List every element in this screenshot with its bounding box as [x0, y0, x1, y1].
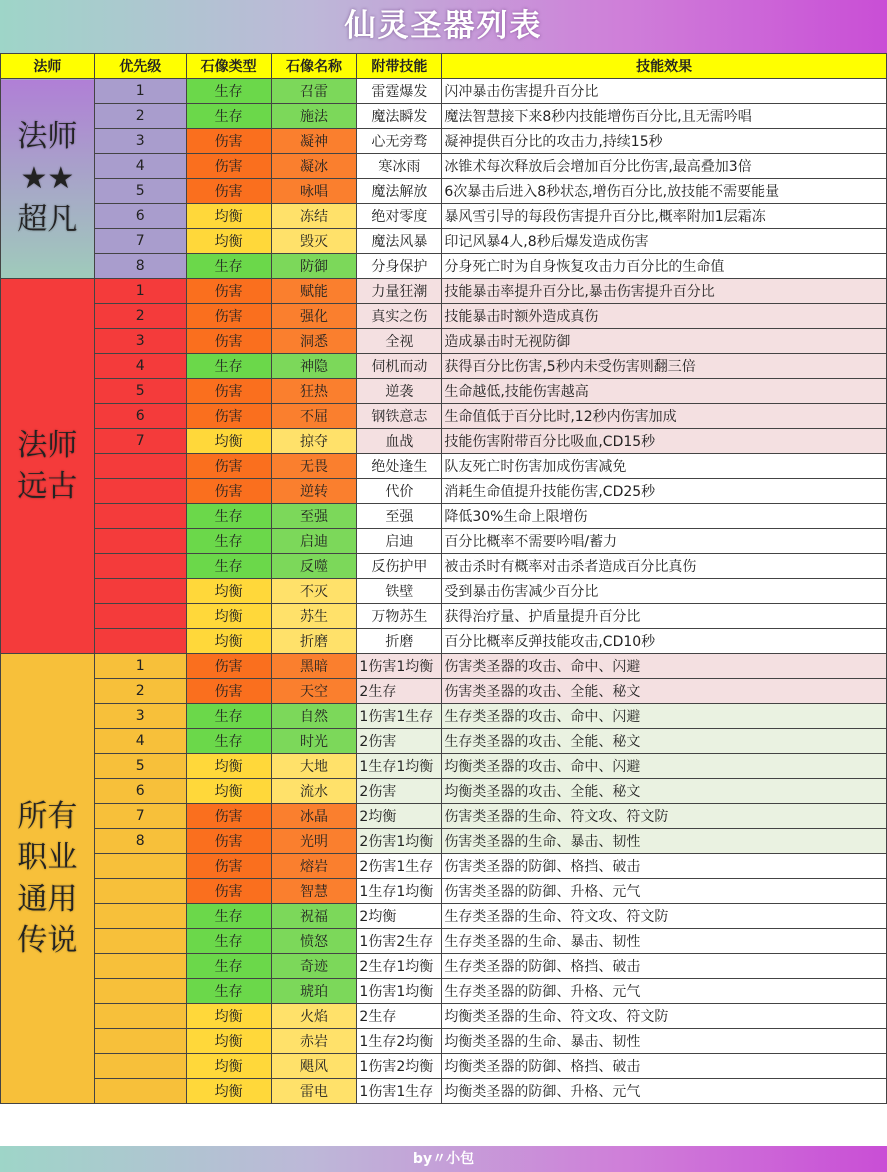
- table-row: [1, 229, 887, 254]
- priority-cell: 5: [94, 754, 186, 779]
- table-row: [1, 654, 887, 679]
- statue-name-cell: 熔岩: [271, 854, 357, 879]
- priority-cell: [94, 454, 186, 479]
- statue-type-cell: 均衡: [186, 1029, 271, 1054]
- statue-name-cell: 祝福: [271, 904, 357, 929]
- skill-cell: 钢铁意志: [357, 404, 442, 429]
- skill-cell: 1伤害2均衡: [357, 1054, 442, 1079]
- effect-cell: 受到暴击伤害减少百分比: [442, 579, 887, 604]
- statue-type-cell: 均衡: [186, 579, 271, 604]
- priority-cell: [94, 954, 186, 979]
- table-row: [1, 829, 887, 854]
- table-row: [1, 604, 887, 629]
- header-class: 法师: [1, 54, 95, 79]
- skill-cell: 寒冰雨: [357, 154, 442, 179]
- table-row: [1, 904, 887, 929]
- statue-name-cell: 无畏: [271, 454, 357, 479]
- priority-cell: 2: [94, 304, 186, 329]
- statue-type-cell: 生存: [186, 954, 271, 979]
- statue-type-cell: 伤害: [186, 654, 271, 679]
- statue-name-cell: 苏生: [271, 604, 357, 629]
- skill-cell: 折磨: [357, 629, 442, 654]
- table-row: [1, 629, 887, 654]
- table-row: [1, 154, 887, 179]
- statue-name-cell: 飓风: [271, 1054, 357, 1079]
- statue-type-cell: 均衡: [186, 604, 271, 629]
- priority-cell: 3: [94, 129, 186, 154]
- skill-cell: 2伤害1生存: [357, 854, 442, 879]
- statue-name-cell: 神隐: [271, 354, 357, 379]
- priority-cell: 8: [94, 254, 186, 279]
- group-label-line: 远古: [17, 469, 78, 504]
- statue-name-cell: 时光: [271, 729, 357, 754]
- header-row: [1, 54, 887, 79]
- group-label-line: ★★: [20, 160, 75, 196]
- effect-cell: 魔法智慧接下来8秒内技能增伤百分比,且无需吟唱: [442, 104, 887, 129]
- effect-cell: 百分比概率不需要吟唱/蓄力: [442, 529, 887, 554]
- group-label-line: 通用: [17, 881, 78, 917]
- table-row: [1, 179, 887, 204]
- effect-cell: 闪冲暴击伤害提升百分比: [442, 79, 887, 104]
- effect-cell: 均衡类圣器的攻击、命中、闪避: [442, 754, 887, 779]
- table-row: [1, 279, 887, 304]
- statue-name-cell: 凝冰: [271, 154, 357, 179]
- statue-name-cell: 防御: [271, 254, 357, 279]
- priority-cell: 3: [94, 704, 186, 729]
- statue-type-cell: 生存: [186, 254, 271, 279]
- statue-name-cell: 奇迹: [271, 954, 357, 979]
- statue-name-cell: 至强: [271, 504, 357, 529]
- table-row: [1, 679, 887, 704]
- statue-type-cell: 生存: [186, 104, 271, 129]
- effect-cell: 均衡类圣器的防御、格挡、破击: [442, 1054, 887, 1079]
- statue-name-cell: 自然: [271, 704, 357, 729]
- effect-cell: 印记风暴4人,8秒后爆发造成伤害: [442, 229, 887, 254]
- table-row: [1, 929, 887, 954]
- group-label-transcendent: [1, 79, 95, 279]
- effect-cell: 均衡类圣器的生命、暴击、韧性: [442, 1029, 887, 1054]
- skill-cell: 1生存2均衡: [357, 1029, 442, 1054]
- statue-type-cell: 伤害: [186, 879, 271, 904]
- statue-type-cell: 生存: [186, 79, 271, 104]
- skill-cell: 2伤害: [357, 729, 442, 754]
- skill-cell: 雷霆爆发: [357, 79, 442, 104]
- statue-name-cell: 大地: [271, 754, 357, 779]
- statue-type-cell: 均衡: [186, 1004, 271, 1029]
- effect-cell: 生存类圣器的攻击、全能、秘文: [442, 729, 887, 754]
- statue-name-cell: 赤岩: [271, 1029, 357, 1054]
- effect-cell: 生存类圣器的生命、暴击、韧性: [442, 929, 887, 954]
- table-row: [1, 804, 887, 829]
- skill-cell: 2伤害1均衡: [357, 829, 442, 854]
- statue-name-cell: 光明: [271, 829, 357, 854]
- priority-cell: [94, 579, 186, 604]
- table-row: [1, 204, 887, 229]
- statue-name-cell: 洞悉: [271, 329, 357, 354]
- table-row: [1, 329, 887, 354]
- skill-cell: 2生存: [357, 679, 442, 704]
- header-effect: 技能效果: [442, 54, 887, 79]
- effect-cell: 被击杀时有概率对击杀者造成百分比真伤: [442, 554, 887, 579]
- priority-cell: 7: [94, 429, 186, 454]
- statue-name-cell: 赋能: [271, 279, 357, 304]
- priority-cell: [94, 1079, 186, 1104]
- statue-type-cell: 生存: [186, 929, 271, 954]
- statue-name-cell: 不灭: [271, 579, 357, 604]
- table-row: [1, 1079, 887, 1104]
- effect-cell: 均衡类圣器的生命、符文攻、符文防: [442, 1004, 887, 1029]
- effect-cell: 伤害类圣器的生命、暴击、韧性: [442, 829, 887, 854]
- statue-name-cell: 冰晶: [271, 804, 357, 829]
- skill-cell: 伺机而动: [357, 354, 442, 379]
- priority-cell: 4: [94, 354, 186, 379]
- statue-name-cell: 琥珀: [271, 979, 357, 1004]
- group-label-line: 所有: [17, 798, 78, 834]
- effect-cell: 队友死亡时伤害加成伤害减免: [442, 454, 887, 479]
- table-row: [1, 104, 887, 129]
- statue-type-cell: 生存: [186, 354, 271, 379]
- priority-cell: [94, 554, 186, 579]
- skill-cell: 力量狂潮: [357, 279, 442, 304]
- skill-cell: 万物苏生: [357, 604, 442, 629]
- statue-type-cell: 伤害: [186, 179, 271, 204]
- table-row: [1, 429, 887, 454]
- skill-cell: 全视: [357, 329, 442, 354]
- table-row: [1, 879, 887, 904]
- statue-type-cell: 均衡: [186, 754, 271, 779]
- priority-cell: [94, 979, 186, 1004]
- statue-name-cell: 毁灭: [271, 229, 357, 254]
- effect-cell: 技能伤害附带百分比吸血,CD15秒: [442, 429, 887, 454]
- effect-cell: 凝神提供百分比的攻击力,持续15秒: [442, 129, 887, 154]
- statue-name-cell: 不屈: [271, 404, 357, 429]
- priority-cell: 5: [94, 179, 186, 204]
- header-statue-type: 石像类型: [186, 54, 271, 79]
- group-label-line: 职业: [17, 840, 78, 876]
- skill-cell: 绝对零度: [357, 204, 442, 229]
- priority-cell: 1: [94, 79, 186, 104]
- header-statue-name: 石像名称: [271, 54, 357, 79]
- footer-credit: by〃小包: [0, 1146, 887, 1172]
- statue-type-cell: 伤害: [186, 379, 271, 404]
- effect-cell: 百分比概率反弹技能攻击,CD10秒: [442, 629, 887, 654]
- table-row: [1, 454, 887, 479]
- priority-cell: 4: [94, 154, 186, 179]
- effect-cell: 生存类圣器的攻击、命中、闪避: [442, 704, 887, 729]
- skill-cell: 至强: [357, 504, 442, 529]
- table-row: [1, 129, 887, 154]
- statue-type-cell: 伤害: [186, 129, 271, 154]
- statue-name-cell: 冻结: [271, 204, 357, 229]
- effect-cell: 均衡类圣器的攻击、全能、秘文: [442, 779, 887, 804]
- skill-cell: 绝处逢生: [357, 454, 442, 479]
- statue-name-cell: 召雷: [271, 79, 357, 104]
- skill-cell: 2均衡: [357, 904, 442, 929]
- statue-type-cell: 生存: [186, 729, 271, 754]
- priority-cell: 1: [94, 654, 186, 679]
- skill-cell: 1伤害1生存: [357, 704, 442, 729]
- priority-cell: [94, 479, 186, 504]
- effect-cell: 6次暴击后进入8秒状态,增伤百分比,放技能不需要能量: [442, 179, 887, 204]
- statue-name-cell: 掠夺: [271, 429, 357, 454]
- skill-cell: 1伤害1生存: [357, 1079, 442, 1104]
- statue-type-cell: 伤害: [186, 479, 271, 504]
- statue-name-cell: 反噬: [271, 554, 357, 579]
- statue-name-cell: 咏唱: [271, 179, 357, 204]
- effect-cell: 伤害类圣器的攻击、全能、秘文: [442, 679, 887, 704]
- statue-type-cell: 均衡: [186, 229, 271, 254]
- skill-cell: 2均衡: [357, 804, 442, 829]
- effect-cell: 技能暴击率提升百分比,暴击伤害提升百分比: [442, 279, 887, 304]
- statue-name-cell: 逆转: [271, 479, 357, 504]
- group-label-universal-legend: [1, 654, 95, 1104]
- table-row: [1, 979, 887, 1004]
- priority-cell: [94, 904, 186, 929]
- statue-name-cell: 施法: [271, 104, 357, 129]
- statue-type-cell: 生存: [186, 979, 271, 1004]
- skill-cell: 1伤害2生存: [357, 929, 442, 954]
- statue-type-cell: 伤害: [186, 329, 271, 354]
- skill-cell: 魔法瞬发: [357, 104, 442, 129]
- statue-type-cell: 均衡: [186, 1054, 271, 1079]
- group-label-line: 法师: [17, 427, 78, 463]
- table-row: [1, 954, 887, 979]
- statue-name-cell: 智慧: [271, 879, 357, 904]
- skill-cell: 血战: [357, 429, 442, 454]
- header-skill: 附带技能: [357, 54, 442, 79]
- skill-cell: 逆袭: [357, 379, 442, 404]
- table-row: [1, 79, 887, 104]
- skill-cell: 2生存1均衡: [357, 954, 442, 979]
- priority-cell: 7: [94, 804, 186, 829]
- statue-type-cell: 生存: [186, 904, 271, 929]
- skill-cell: 心无旁骛: [357, 129, 442, 154]
- priority-cell: 1: [94, 279, 186, 304]
- priority-cell: 3: [94, 329, 186, 354]
- skill-cell: 真实之伤: [357, 304, 442, 329]
- skill-cell: 2生存: [357, 1004, 442, 1029]
- statue-type-cell: 均衡: [186, 1079, 271, 1104]
- skill-cell: 代价: [357, 479, 442, 504]
- effect-cell: 冰锥术每次释放后会增加百分比伤害,最高叠加3倍: [442, 154, 887, 179]
- header-priority: 优先级: [94, 54, 186, 79]
- priority-cell: [94, 604, 186, 629]
- statue-type-cell: 伤害: [186, 404, 271, 429]
- group-label-line: 法师: [17, 119, 78, 155]
- effect-cell: 伤害类圣器的防御、升格、元气: [442, 879, 887, 904]
- statue-type-cell: 伤害: [186, 454, 271, 479]
- priority-cell: 6: [94, 204, 186, 229]
- skill-cell: 1伤害1均衡: [357, 979, 442, 1004]
- priority-cell: 7: [94, 229, 186, 254]
- priority-cell: [94, 854, 186, 879]
- priority-cell: [94, 879, 186, 904]
- effect-cell: 暴风雪引导的每段伤害提升百分比,概率附加1层霜冻: [442, 204, 887, 229]
- table-row: [1, 754, 887, 779]
- statue-type-cell: 均衡: [186, 779, 271, 804]
- statue-name-cell: 折磨: [271, 629, 357, 654]
- table-row: [1, 304, 887, 329]
- priority-cell: [94, 1029, 186, 1054]
- effect-cell: 伤害类圣器的防御、格挡、破击: [442, 854, 887, 879]
- statue-type-cell: 伤害: [186, 154, 271, 179]
- artifact-table: [0, 53, 887, 1104]
- statue-type-cell: 伤害: [186, 829, 271, 854]
- table-row: [1, 504, 887, 529]
- statue-type-cell: 均衡: [186, 204, 271, 229]
- table-row: [1, 1004, 887, 1029]
- table-row: [1, 854, 887, 879]
- priority-cell: 2: [94, 679, 186, 704]
- statue-name-cell: 启迪: [271, 529, 357, 554]
- statue-name-cell: 黑暗: [271, 654, 357, 679]
- effect-cell: 降低30%生命上限增伤: [442, 504, 887, 529]
- table-row: [1, 254, 887, 279]
- skill-cell: 铁壁: [357, 579, 442, 604]
- effect-cell: 均衡类圣器的防御、升格、元气: [442, 1079, 887, 1104]
- skill-cell: 分身保护: [357, 254, 442, 279]
- priority-cell: [94, 1004, 186, 1029]
- effect-cell: 消耗生命值提升技能伤害,CD25秒: [442, 479, 887, 504]
- skill-cell: 魔法风暴: [357, 229, 442, 254]
- table-row: [1, 529, 887, 554]
- statue-type-cell: 均衡: [186, 629, 271, 654]
- statue-type-cell: 伤害: [186, 679, 271, 704]
- table-row: [1, 729, 887, 754]
- priority-cell: [94, 629, 186, 654]
- skill-cell: 魔法解放: [357, 179, 442, 204]
- skill-cell: 启迪: [357, 529, 442, 554]
- table-row: [1, 404, 887, 429]
- effect-cell: 分身死亡时为自身恢复攻击力百分比的生命值: [442, 254, 887, 279]
- statue-type-cell: 生存: [186, 554, 271, 579]
- statue-name-cell: 火焰: [271, 1004, 357, 1029]
- table-row: [1, 779, 887, 804]
- skill-cell: 1生存1均衡: [357, 879, 442, 904]
- statue-name-cell: 强化: [271, 304, 357, 329]
- group-label-line: 超凡: [17, 202, 78, 238]
- table-row: [1, 554, 887, 579]
- group-label-line: 传说: [17, 922, 78, 958]
- priority-cell: [94, 504, 186, 529]
- page-title: 仙灵圣器列表: [0, 0, 887, 53]
- table-row: [1, 379, 887, 404]
- priority-cell: 4: [94, 729, 186, 754]
- table-row: [1, 1029, 887, 1054]
- priority-cell: [94, 929, 186, 954]
- priority-cell: 8: [94, 829, 186, 854]
- statue-type-cell: 生存: [186, 704, 271, 729]
- skill-cell: 2伤害: [357, 779, 442, 804]
- group-label-ancient: [1, 279, 95, 654]
- table-row: [1, 704, 887, 729]
- statue-type-cell: 伤害: [186, 304, 271, 329]
- effect-cell: 技能暴击时额外造成真伤: [442, 304, 887, 329]
- priority-cell: [94, 1054, 186, 1079]
- priority-cell: [94, 529, 186, 554]
- statue-name-cell: 凝神: [271, 129, 357, 154]
- table-row: [1, 579, 887, 604]
- statue-type-cell: 均衡: [186, 429, 271, 454]
- effect-cell: 生命越低,技能伤害越高: [442, 379, 887, 404]
- table-row: [1, 1054, 887, 1079]
- statue-type-cell: 生存: [186, 504, 271, 529]
- statue-name-cell: 流水: [271, 779, 357, 804]
- statue-name-cell: 狂热: [271, 379, 357, 404]
- statue-type-cell: 伤害: [186, 804, 271, 829]
- skill-cell: 反伤护甲: [357, 554, 442, 579]
- effect-cell: 生存类圣器的防御、升格、元气: [442, 979, 887, 1004]
- effect-cell: 伤害类圣器的攻击、命中、闪避: [442, 654, 887, 679]
- effect-cell: 造成暴击时无视防御: [442, 329, 887, 354]
- statue-type-cell: 伤害: [186, 854, 271, 879]
- priority-cell: 2: [94, 104, 186, 129]
- statue-name-cell: 天空: [271, 679, 357, 704]
- statue-type-cell: 伤害: [186, 279, 271, 304]
- effect-cell: 生存类圣器的防御、格挡、破击: [442, 954, 887, 979]
- table-row: [1, 479, 887, 504]
- effect-cell: 获得治疗量、护盾量提升百分比: [442, 604, 887, 629]
- effect-cell: 生存类圣器的生命、符文攻、符文防: [442, 904, 887, 929]
- priority-cell: 6: [94, 779, 186, 804]
- statue-name-cell: 雷电: [271, 1079, 357, 1104]
- skill-cell: 1伤害1均衡: [357, 654, 442, 679]
- skill-cell: 1生存1均衡: [357, 754, 442, 779]
- statue-type-cell: 生存: [186, 529, 271, 554]
- priority-cell: 5: [94, 379, 186, 404]
- effect-cell: 获得百分比伤害,5秒内未受伤害则翻三倍: [442, 354, 887, 379]
- table-row: [1, 354, 887, 379]
- priority-cell: 6: [94, 404, 186, 429]
- statue-name-cell: 愤怒: [271, 929, 357, 954]
- effect-cell: 伤害类圣器的生命、符文攻、符文防: [442, 804, 887, 829]
- effect-cell: 生命值低于百分比时,12秒内伤害加成: [442, 404, 887, 429]
